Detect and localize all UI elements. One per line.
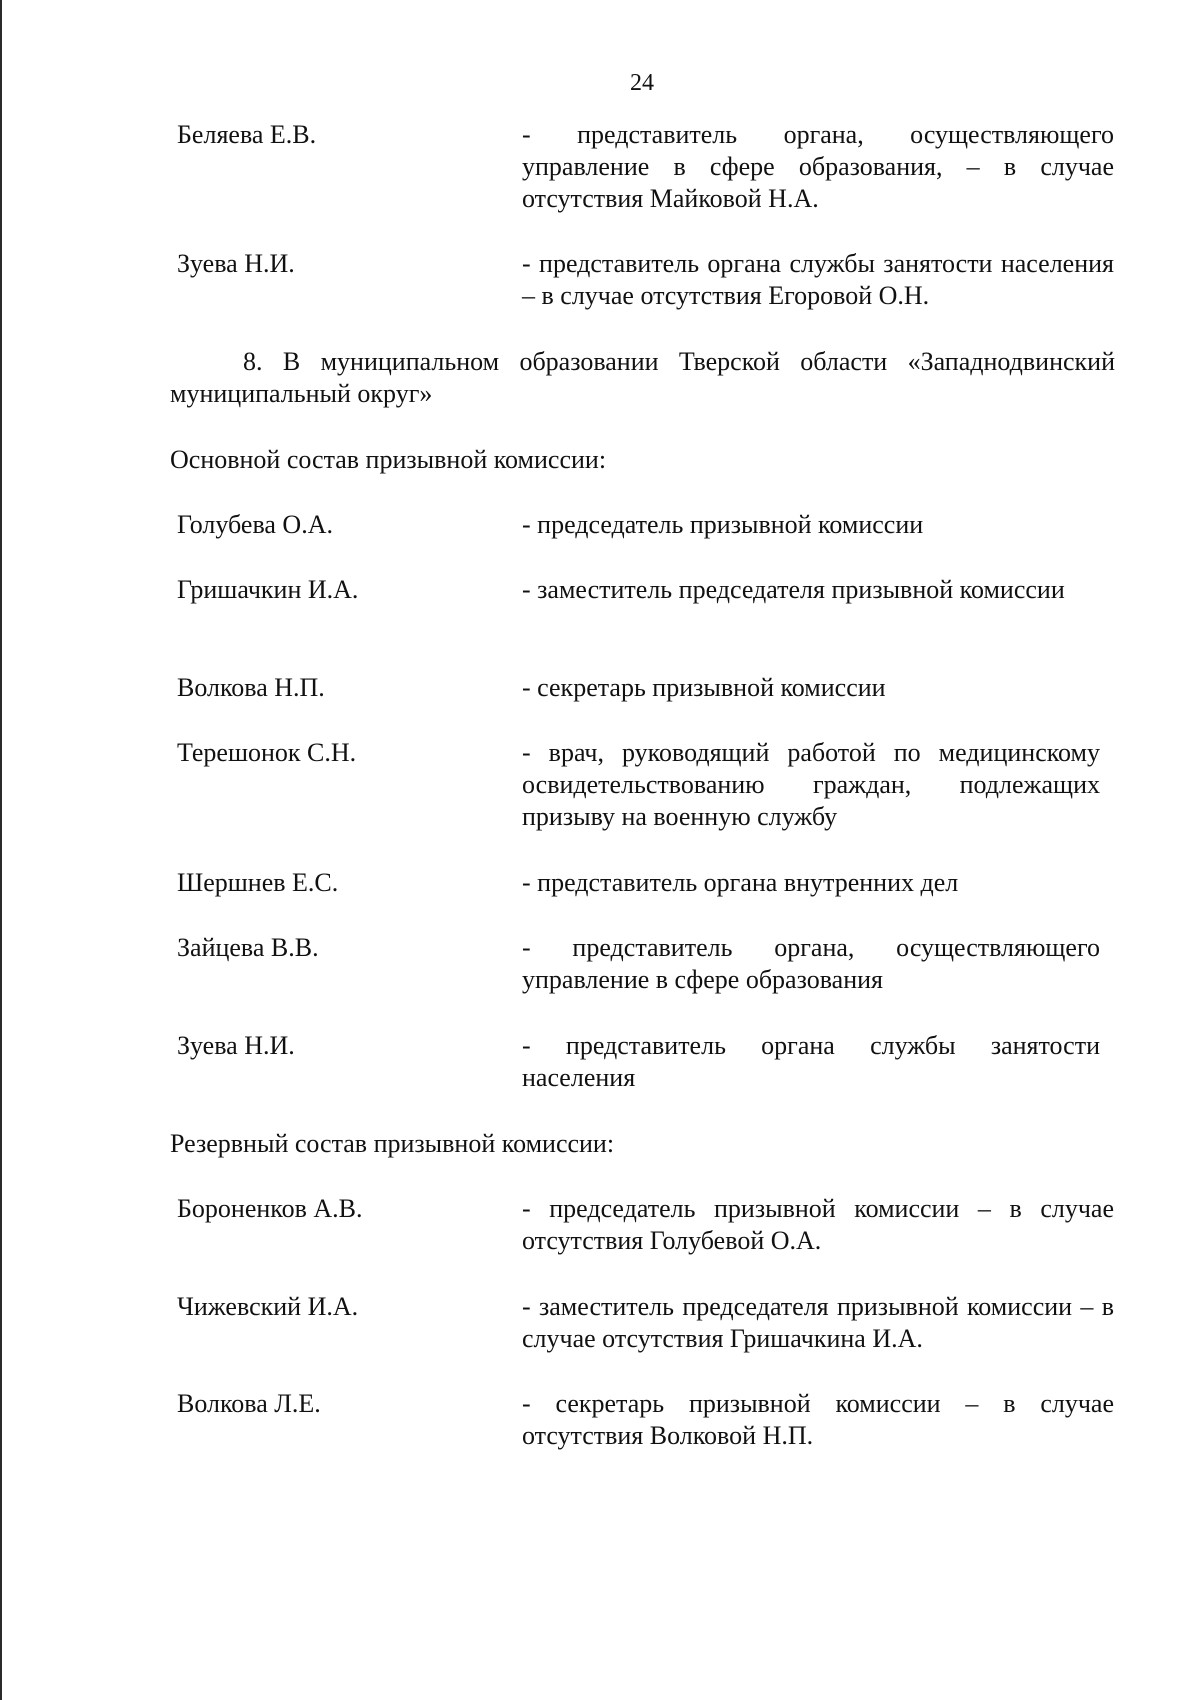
member-role: - заместитель председателя призывной комиссии xyxy=(522,575,1065,604)
section-title: 8. В муниципальном образовании Тверской области «Западнодвинский муниципальный округ» xyxy=(170,347,1115,408)
member-name: Голубева О.А. xyxy=(177,510,333,539)
member-name: Бороненков А.В. xyxy=(177,1194,363,1223)
member-role: - секретарь призывной комиссии xyxy=(522,673,886,702)
member-name: Чижевский И.А. xyxy=(177,1292,359,1321)
member-name: Беляева Е.В. xyxy=(177,120,317,149)
member-role: - председатель призывной комиссии xyxy=(522,510,924,539)
member-role: - врач, руководящий работой по медицинскому освидетельствованию граждан, подлежащих призыву на военную службу xyxy=(522,738,1100,831)
member-role: - заместитель председателя призывной комиссии – в случае отсутствия Гришачкина И.А. xyxy=(522,1292,1114,1353)
main-composition-heading: Основной состав призывной комиссии: xyxy=(170,445,607,474)
member-name: Зайцева В.В. xyxy=(177,933,319,962)
reserve-composition-heading: Резервный состав призывной комиссии: xyxy=(170,1129,615,1158)
member-name: Шершнев Е.С. xyxy=(177,868,339,897)
member-name: Волкова Л.Е. xyxy=(177,1389,321,1418)
member-name: Зуева Н.И. xyxy=(177,249,295,278)
member-role: - представитель органа внутренних дел xyxy=(522,868,959,897)
member-role: - представитель органа службы занятости населения – в случае отсутствия Егоровой О.Н. xyxy=(522,249,1114,310)
page-number: 24 xyxy=(630,70,654,96)
member-role: - секретарь призывной комиссии – в случае отсутствия Волковой Н.П. xyxy=(522,1389,1114,1450)
member-role: - представитель органа, осуществляющего управление в сфере образования xyxy=(522,933,1100,994)
member-name: Зуева Н.И. xyxy=(177,1031,295,1060)
member-role: - представитель органа службы занятости населения xyxy=(522,1031,1100,1092)
member-name: Терешонок С.Н. xyxy=(177,738,357,767)
member-name: Волкова Н.П. xyxy=(177,673,325,702)
member-role: - председатель призывной комиссии – в случае отсутствия Голубевой О.А. xyxy=(522,1194,1114,1255)
member-role: - представитель органа, осуществляющего управление в сфере образования, – в случае отсутствия Майковой Н.А. xyxy=(522,120,1114,213)
member-name: Гришачкин И.А. xyxy=(177,575,359,604)
